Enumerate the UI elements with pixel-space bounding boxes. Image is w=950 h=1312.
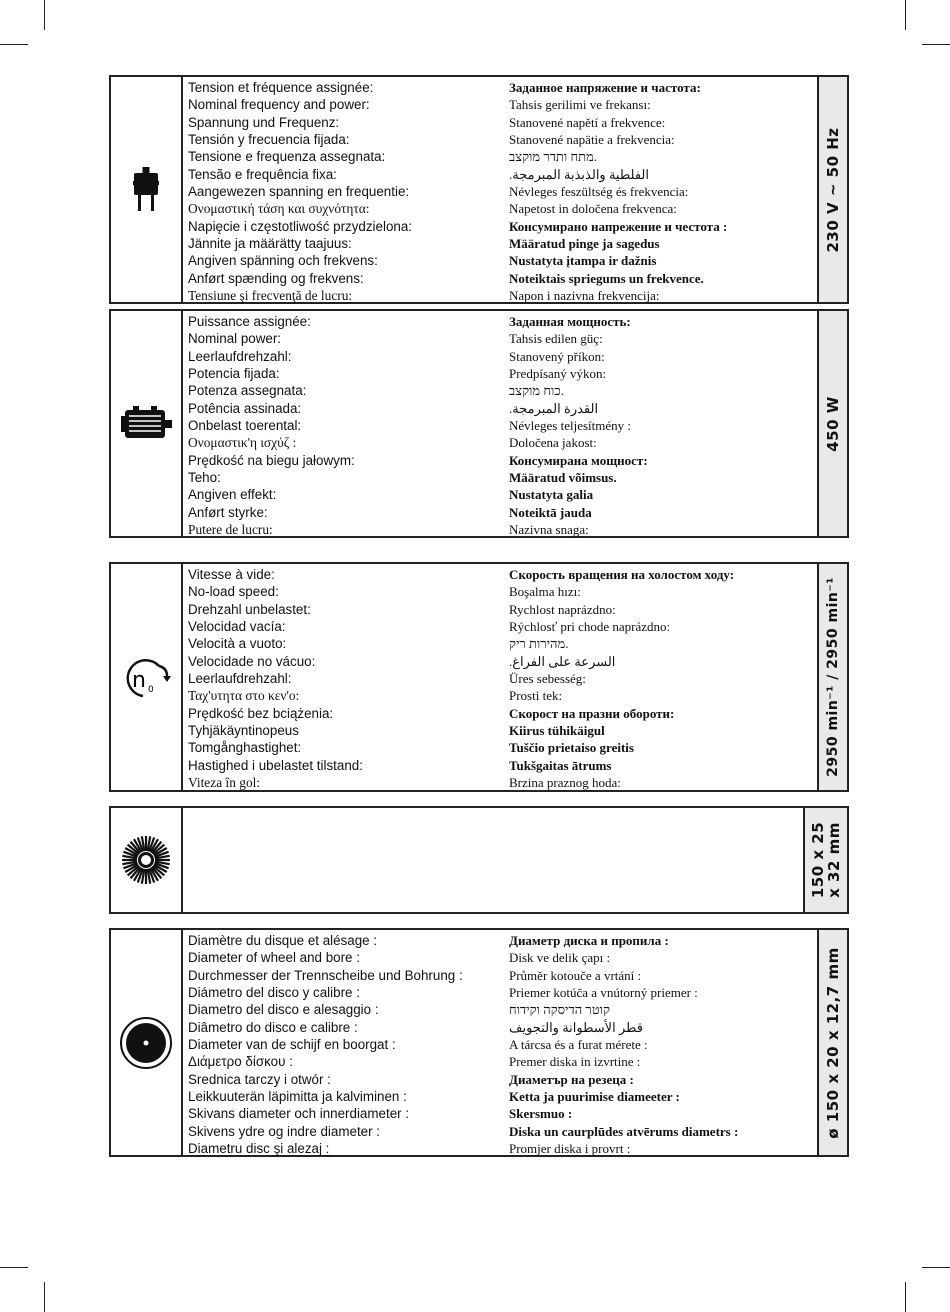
- disc-right-line: Premer diska in izvrtine :: [509, 1054, 641, 1070]
- voltage-left-line: Napięcie i częstotliwość przydzielona:: [188, 218, 413, 234]
- power-right-line: כוח מוקצב.: [509, 383, 564, 399]
- speed-left-line: Drehzahl unbelastet:: [188, 601, 311, 617]
- disc-right-line: קוטר הדיסקה וקידוח: [509, 1002, 610, 1018]
- power-right-line: .القدرة المبرمجة: [509, 400, 599, 416]
- power-spec-block: [109, 309, 849, 538]
- power-right-line: Névleges teljesítmény :: [509, 418, 632, 434]
- speed-icon-subscript: 0: [148, 685, 154, 695]
- voltage-left-line: Jännite ja määrätty taajuus:: [188, 236, 352, 252]
- power-value-cell: [817, 311, 847, 536]
- speed-icon-cell: [111, 564, 183, 790]
- power-right-line: Консумирана мощност:: [509, 452, 648, 468]
- crop-mark: [905, 1282, 906, 1312]
- speed-left-line: Viteza în gol:: [188, 775, 261, 791]
- brush-spec-block: [109, 806, 849, 914]
- speed-left-line: Vitesse à vide:: [188, 567, 275, 582]
- voltage-right-line: Napon i nazivna frekvencija:: [509, 288, 660, 304]
- speed-left-line: Tomgånghastighet:: [188, 740, 302, 756]
- disc-right-line: A tárcsa és a furat mérete :: [509, 1037, 648, 1053]
- voltage-left-line: Spannung und Frequenz:: [188, 114, 340, 130]
- disc-right-line: Diska un caurplūdes atvērums diametrs :: [509, 1123, 739, 1139]
- disc-left-line: Diâmetro do disco e calibre :: [188, 1019, 358, 1035]
- speed-right-line: Tukšgaitas ātrums: [509, 757, 612, 773]
- crop-mark: [922, 44, 950, 45]
- power-left-line: Potenza assegnata:: [188, 383, 307, 399]
- power-left-line: Teho:: [188, 470, 221, 486]
- speed-right-line: Boşalma hızı:: [509, 584, 581, 600]
- voltage-left-line: Angiven spänning och frekvens:: [188, 253, 378, 269]
- voltage-right-line: Noteiktais spriegums un frekvence.: [509, 270, 704, 286]
- power-left-line: Potência assinada:: [188, 400, 302, 416]
- speed-right-line: Prosti tek:: [509, 688, 563, 704]
- speed-value: 2950 min⁻¹ / 2950 min⁻¹: [825, 577, 841, 777]
- voltage-labels-right: [509, 79, 817, 302]
- voltage-value-cell: [817, 77, 847, 302]
- voltage-left-line: Aangewezen spanning en frequentie:: [188, 184, 410, 200]
- disc-value-cell: [817, 930, 847, 1155]
- power-left-line: Prędkość na biegu jałowym:: [188, 452, 355, 468]
- disc-right-line: Диаметр диска и пропила :: [509, 933, 669, 948]
- speed-spec-block: [109, 562, 849, 792]
- power-left-line: Angiven effekt:: [188, 487, 277, 503]
- speed-right-line: Скорость вращения на холостом ходу:: [509, 567, 735, 582]
- disc-right-line: Priemer kotúča a vnútorný priemer :: [509, 985, 698, 1001]
- speed-icon-letter: n: [132, 668, 146, 693]
- voltage-right-line: .الفلطية والذبذبة المبرمجة: [509, 166, 649, 182]
- power-left-line: Ονομαστικ'η ισχύζ :: [188, 435, 297, 451]
- power-left-line: Puissance assignée:: [188, 314, 311, 329]
- speed-right-line: .السرعة على الفراغ: [509, 653, 616, 669]
- plug-icon: [133, 167, 159, 213]
- speed-left-line: Leerlaufdrehzahl:: [188, 671, 292, 687]
- disc-right-line: Skersmuo :: [509, 1106, 573, 1122]
- brush-value-cell: [803, 808, 847, 912]
- disc-right-line: Promjer diska i provrt :: [509, 1141, 631, 1157]
- speed-left-line: Prędkość bez bciążenia:: [188, 705, 334, 721]
- crop-mark: [44, 1282, 45, 1312]
- power-right-line: Nustatyta galia: [509, 487, 594, 503]
- disc-left-line: Diameter van de schijf en boorgat :: [188, 1037, 396, 1053]
- power-icon-cell: [111, 311, 183, 536]
- power-left-line: Anført styrke:: [188, 504, 268, 520]
- disc-right-line: Ketta ja puurimise diameeter :: [509, 1089, 680, 1105]
- speed-value-cell: [817, 564, 847, 790]
- disc-labels-right: [509, 932, 817, 1155]
- speed-right-line: Tuščio prietaiso greitis: [509, 740, 634, 756]
- power-left-line: Putere de lucru:: [188, 522, 273, 538]
- power-left-line: Nominal power:: [188, 331, 282, 347]
- voltage-right-line: Stanovené napětí a frekvence:: [509, 114, 666, 130]
- speed-left-line: No-load speed:: [188, 584, 279, 600]
- voltage-value: 230 V ~ 50 Hz: [824, 126, 842, 253]
- disc-left-line: Diametro del disco e alesaggio :: [188, 1002, 379, 1018]
- voltage-right-line: Névleges feszültség és frekvencia:: [509, 184, 689, 200]
- speed-labels-left: [188, 566, 509, 790]
- speed-right-line: מהירות ריק.: [509, 636, 569, 652]
- power-right-line: Nazivna snaga:: [509, 522, 589, 538]
- voltage-right-line: Tahsis gerilimi ve frekansı:: [509, 97, 651, 113]
- speed-right-line: Rýchlosť pri chode naprázdno:: [509, 619, 671, 635]
- disc-right-line: Průměr kotouče a vrtání :: [509, 967, 642, 983]
- speed-left-line: Tyhjäkäyntinopeus: [188, 723, 299, 739]
- speed-right-line: Üres sebesség:: [509, 671, 586, 687]
- disc-left-line: Διάμετρο δίσκου :: [188, 1054, 293, 1070]
- power-right-line: Määratud võimsus.: [509, 470, 617, 486]
- crop-mark: [0, 1267, 28, 1268]
- disc-spec-block: [109, 928, 849, 1157]
- crop-mark: [0, 44, 28, 45]
- disc-icon-cell: [111, 930, 183, 1155]
- disc-labels-left: [188, 932, 509, 1155]
- power-left-line: Potencia fijada:: [188, 366, 280, 382]
- speed-right-line: Rychlost naprázdno:: [509, 601, 616, 617]
- power-value: 450 W: [824, 395, 842, 452]
- voltage-right-line: Stanovené napätie a frekvencia:: [509, 132, 675, 148]
- speed-right-line: Brzina praznog hoda:: [509, 775, 621, 791]
- disc-left-line: Skivans diameter och innerdiameter :: [188, 1106, 410, 1122]
- speed-labels-right: [509, 566, 817, 790]
- power-right-line: Določena jakost:: [509, 435, 597, 451]
- speed-left-line: Ταχ'υτητα στο κεν'ο:: [188, 688, 300, 704]
- power-right-line: Predpísaný výkon:: [509, 366, 607, 382]
- speed-right-line: Kiirus tühikäigul: [509, 723, 605, 739]
- power-left-line: Onbelast toerental:: [188, 418, 302, 434]
- disc-right-line: قطر الأسطوانة والتجويف: [509, 1019, 644, 1035]
- voltage-left-line: Tension et fréquence assignée:: [188, 80, 374, 95]
- crop-mark: [922, 1267, 950, 1268]
- motor-icon: [119, 406, 173, 442]
- disc-icon: [119, 1016, 173, 1070]
- speed-right-line: Скорост на празни обороти:: [509, 705, 675, 721]
- power-labels-right: [509, 313, 817, 536]
- voltage-icon-cell: [111, 77, 183, 302]
- power-right-line: Stanovený příkon:: [509, 348, 605, 364]
- disc-value: ø 150 x 20 x 12,7 mm: [824, 946, 842, 1139]
- disc-right-line: Disk ve delik çapı :: [509, 950, 611, 966]
- power-labels-left: [188, 313, 509, 536]
- voltage-spec-block: [109, 75, 849, 304]
- voltage-right-line: Määratud pinge ja sagedus: [509, 236, 660, 252]
- voltage-right-line: מתח ותדר מוקצב.: [509, 149, 598, 165]
- voltage-left-line: Ονομαστική τάση και συχνότητα:: [188, 201, 370, 217]
- disc-left-line: Srednica tarczy i otwór :: [188, 1071, 331, 1087]
- voltage-left-line: Tensión y frecuencia fijada:: [188, 132, 350, 148]
- power-right-line: Tahsis edilen güç:: [509, 331, 603, 347]
- voltage-labels-left: [188, 79, 509, 302]
- brush-value-line-1: 150 x 25: [809, 821, 827, 899]
- voltage-left-line: Anført spænding og frekvens:: [188, 270, 364, 286]
- brush-icon-cell: [111, 808, 183, 912]
- crop-mark: [44, 0, 45, 30]
- power-right-line: Noteiktā jauda: [509, 504, 592, 520]
- speed-left-line: Velocidad vacía:: [188, 619, 286, 635]
- disc-right-line: Диаметър на резеца :: [509, 1071, 634, 1087]
- voltage-right-line: Nustatyta įtampa ir dažnis: [509, 253, 657, 269]
- speed-left-line: Velocità a vuoto:: [188, 636, 287, 652]
- voltage-left-line: Nominal frequency and power:: [188, 97, 370, 113]
- voltage-left-line: Tensão e frequência fixa:: [188, 166, 337, 182]
- power-left-line: Leerlaufdrehzahl:: [188, 348, 292, 364]
- voltage-left-line: Tensione e frequenza assegnata:: [188, 149, 386, 165]
- power-right-line: Заданная мощность:: [509, 314, 631, 329]
- voltage-right-line: Заданное напряжение и частота:: [509, 80, 701, 95]
- disc-left-line: Diámetro del disco y calibre :: [188, 985, 360, 1001]
- disc-left-line: Diameter of wheel and bore :: [188, 950, 360, 966]
- crop-mark: [905, 0, 906, 30]
- disc-left-line: Leikkuuterän läpimitta ja kalviminen :: [188, 1089, 407, 1105]
- voltage-right-line: Консумирано напрежение и честота :: [509, 218, 728, 234]
- wire-brush-icon: [120, 834, 172, 886]
- brush-value: [810, 822, 842, 898]
- disc-left-line: Durchmesser der Trennscheibe und Bohrung :: [188, 967, 463, 983]
- speed-left-line: Hastighed i ubelastet tilstand:: [188, 757, 363, 773]
- disc-left-line: Skivens ydre og indre diameter :: [188, 1123, 381, 1139]
- disc-left-line: Diametru disc şi alezaj :: [188, 1141, 330, 1157]
- speed-left-line: Velocidade no vácuo:: [188, 653, 316, 669]
- brush-empty-content: [183, 808, 803, 912]
- no-load-speed-icon: [119, 654, 173, 700]
- voltage-left-line: Tensiune şi frecvenţă de lucru:: [188, 288, 353, 304]
- brush-value-line-2: x 32 mm: [825, 822, 843, 898]
- voltage-right-line: Napetost in določena frekvenca:: [509, 201, 677, 217]
- disc-left-line: Diamètre du disque et alésage :: [188, 933, 378, 948]
